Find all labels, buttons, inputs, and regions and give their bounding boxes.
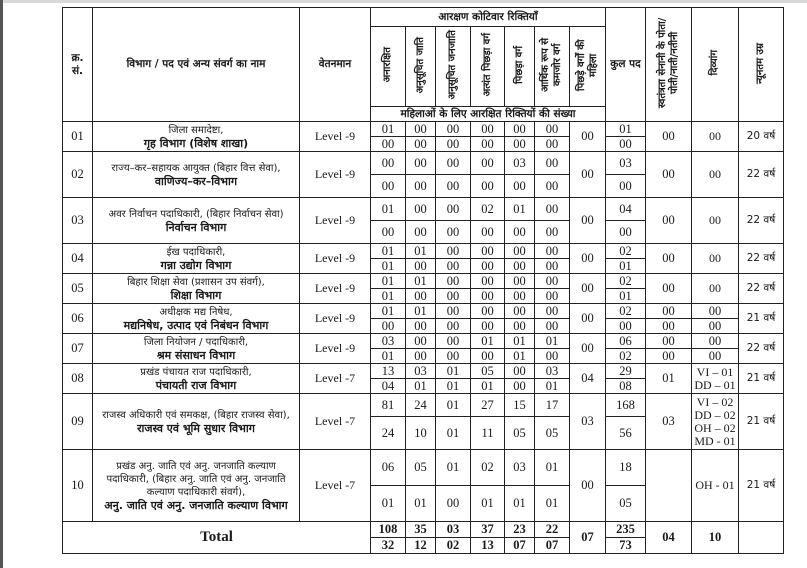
header-post: विभाग / पद एवं अन्य संवर्ग का नाम <box>93 8 300 122</box>
vacancy-women-cell: 00 <box>505 289 535 304</box>
vacancy-women-cell: 00 <box>505 137 535 152</box>
vacancy-women-cell: 00 <box>406 289 436 304</box>
posts-women-cell: 02 <box>606 349 646 364</box>
department-name: गृह विभाग (विशेष शाखा) <box>143 136 249 150</box>
header-freedom-fighter: स्वतंत्रता सेनानी के पोता/पोती/नाती/नतीनी <box>646 8 692 122</box>
disabled-cell: 00 <box>692 334 739 349</box>
department-name: वाणिज्य–कर–विभाग <box>154 174 238 188</box>
vacancy-total-cell: 00 <box>436 244 471 259</box>
posts-women-cell: 56 <box>606 417 646 450</box>
posts-total-cell: 168 <box>606 394 646 417</box>
total-row <box>63 522 784 538</box>
posts-women-cell: 00 <box>606 137 646 152</box>
vacancy-women-cell: 00 <box>471 137 505 152</box>
serial-number: 03 <box>63 198 93 244</box>
vacancy-women-cell: 00 <box>371 137 406 152</box>
vacancy-total-cell: 00 <box>505 274 535 289</box>
serial-number: 10 <box>63 450 93 522</box>
header-total-posts: कुल पद <box>606 8 646 122</box>
header-unreserved: अनारक्षित <box>371 27 406 107</box>
min-age-cell: 21 वर्ष <box>739 450 784 522</box>
vacancy-total-cell: 01 <box>371 198 406 221</box>
vacancy-total-cell: 00 <box>406 122 436 137</box>
vacancy-total-cell: 00 <box>535 244 570 259</box>
vacancy-women-cell: 24 <box>371 417 406 450</box>
vacancy-total-cell: 03 <box>535 364 570 379</box>
vacancy-total-cell: 05 <box>406 450 436 486</box>
serial-number: 07 <box>63 334 93 364</box>
vacancy-total-cell: 00 <box>406 152 436 175</box>
total-disabled-cell: 10 <box>692 522 739 554</box>
vacancy-women-cell: 00 <box>471 259 505 274</box>
posts-women-cell: 00 <box>606 221 646 244</box>
bc-women-cell: 00 <box>570 450 606 522</box>
bc-women-cell: 03 <box>570 394 606 450</box>
total-women-cell: 02 <box>436 538 471 554</box>
post-title: जिला समादेष्टा, <box>168 124 224 136</box>
min-age-cell: 21 वर्ष <box>739 304 784 334</box>
pay-level: Level -7 <box>300 394 371 450</box>
freedom-fighter-cell: 00 <box>646 304 692 319</box>
post-name-cell <box>93 198 300 244</box>
vacancy-women-cell: 01 <box>471 486 505 522</box>
vacancy-women-cell: 00 <box>535 175 570 198</box>
total-women-cell: 07 <box>535 538 570 554</box>
vacancy-women-cell: 00 <box>535 319 570 334</box>
vacancy-women-cell: 00 <box>505 379 535 394</box>
vacancy-women-cell: 11 <box>471 417 505 450</box>
total-posts-women-cell: 73 <box>606 538 646 554</box>
header-bc-women: पिछड़े वर्गों की महिला <box>570 27 606 107</box>
total-vacancy-cell: 03 <box>436 522 471 538</box>
vacancy-women-cell: 00 <box>371 319 406 334</box>
header-bc: पिछड़ा वर्ग <box>505 27 535 107</box>
vacancy-women-cell: 01 <box>436 417 471 450</box>
vacancy-total-cell: 06 <box>371 450 406 486</box>
vacancy-women-cell: 01 <box>406 379 436 394</box>
vacancy-total-cell: 03 <box>505 152 535 175</box>
post-title: प्रखंड अनु. जाति एवं अनु. जनजाति कल्याण पदाधिकारी, (बिहार अनु. जाति एवं अनु. जनजाति कल्याण पदाधिकारी संवर्ग), <box>106 460 286 498</box>
freedom-fighter-women-cell: 00 <box>646 319 692 334</box>
freedom-fighter-cell: 00 <box>646 244 692 274</box>
vacancy-women-cell: 00 <box>436 259 471 274</box>
total-vacancy-cell: 108 <box>371 522 406 538</box>
posts-total-cell: 02 <box>606 304 646 319</box>
department-name: मद्यनिषेध, उत्पाद एवं निबंधन विभाग <box>123 318 269 332</box>
vacancy-total-cell: 01 <box>535 450 570 486</box>
vacancy-total-cell: 01 <box>406 274 436 289</box>
vacancy-total-cell: 00 <box>535 152 570 175</box>
header-sno: क्र. सं. <box>63 8 93 122</box>
vacancy-total-cell: 01 <box>371 244 406 259</box>
vacancy-total-cell: 01 <box>406 304 436 319</box>
vacancy-total-cell: 02 <box>471 198 505 221</box>
vacancy-total-cell: 00 <box>505 244 535 259</box>
total-women-cell: 07 <box>505 538 535 554</box>
post-name-cell <box>93 122 300 152</box>
post-name-cell <box>93 450 300 522</box>
vacancy-total-cell: 81 <box>371 394 406 417</box>
vacancy-women-cell: 00 <box>505 319 535 334</box>
vacancy-total-cell: 15 <box>505 394 535 417</box>
page-left-border <box>0 0 3 568</box>
vacancy-total-cell: 00 <box>436 304 471 319</box>
vacancy-total-cell: 01 <box>436 394 471 417</box>
vacancy-total-cell: 00 <box>535 304 570 319</box>
vacancy-total-cell: 00 <box>406 334 436 349</box>
disabled-cell: 00 <box>692 198 739 244</box>
bc-women-cell: 00 <box>570 334 606 364</box>
bc-women-cell: 00 <box>570 304 606 334</box>
vacancy-total-cell: 00 <box>535 122 570 137</box>
vacancy-total-cell: 00 <box>371 152 406 175</box>
vacancy-women-cell: 01 <box>505 349 535 364</box>
vacancy-total-cell: 01 <box>535 334 570 349</box>
department-name: राजस्व एवं भूमि सुधार विभाग <box>137 421 255 435</box>
vacancy-women-cell: 00 <box>471 289 505 304</box>
vacancy-women-cell: 00 <box>436 486 471 522</box>
vacancy-total-cell: 01 <box>406 244 436 259</box>
total-vacancy-cell: 22 <box>535 522 570 538</box>
total-label: Total <box>63 522 371 554</box>
serial-number: 08 <box>63 364 93 394</box>
vacancy-table <box>62 7 784 554</box>
vacancy-women-cell: 00 <box>406 259 436 274</box>
vacancy-total-cell: 00 <box>436 122 471 137</box>
vacancy-women-cell: 00 <box>471 349 505 364</box>
vacancy-women-cell: 04 <box>371 379 406 394</box>
serial-number: 02 <box>63 152 93 198</box>
freedom-fighter-cell: 01 <box>646 364 692 394</box>
vacancy-women-cell: 00 <box>535 259 570 274</box>
posts-women-cell: 08 <box>606 379 646 394</box>
total-freedom-fighter-cell: 04 <box>646 522 692 554</box>
vacancy-total-cell: 00 <box>471 274 505 289</box>
vacancy-women-cell: 00 <box>406 221 436 244</box>
pay-level: Level -9 <box>300 122 371 152</box>
vacancy-women-cell: 00 <box>535 349 570 364</box>
header-disabled: दिव्यांग <box>692 8 739 122</box>
disabled-cell: 00 <box>692 244 739 274</box>
vacancy-total-cell: 17 <box>535 394 570 417</box>
department-name: अनु. जाति एवं अनु. जनजाति कल्याण विभाग <box>104 498 288 512</box>
disabled-women-cell: 00 <box>692 349 739 364</box>
vacancy-women-cell: 05 <box>535 417 570 450</box>
bc-women-cell: 00 <box>570 122 606 152</box>
min-age-cell: 22 वर्ष <box>739 198 784 244</box>
vacancy-total-cell: 00 <box>436 198 471 221</box>
disabled-cell: VI – 02 DD – 02 OH – 02 MD - 01 <box>692 394 739 450</box>
posts-total-cell: 01 <box>606 122 646 137</box>
posts-women-cell: 00 <box>606 175 646 198</box>
serial-number: 05 <box>63 274 93 304</box>
table-row <box>63 450 784 486</box>
min-age-cell: 22 वर्ष <box>739 274 784 304</box>
posts-total-cell: 03 <box>606 152 646 175</box>
post-name-cell <box>93 334 300 364</box>
vacancy-women-cell: 00 <box>471 221 505 244</box>
posts-women-cell: 00 <box>606 319 646 334</box>
table-row <box>63 152 784 175</box>
header-sc: अनुसूचित जाति <box>406 27 436 107</box>
vacancy-women-cell: 05 <box>505 417 535 450</box>
vacancy-women-cell: 00 <box>505 259 535 274</box>
post-name-cell <box>93 244 300 274</box>
page-top-border <box>0 0 807 3</box>
total-women-cell: 13 <box>471 538 505 554</box>
vacancy-women-cell: 00 <box>436 319 471 334</box>
post-title: राज्य–कर–सहायक आयुक्त (बिहार वित्त सेवा), <box>111 162 281 174</box>
total-women-cell: 12 <box>406 538 436 554</box>
vacancy-women-cell: 00 <box>436 349 471 364</box>
total-bc-women-cell: 07 <box>570 522 606 554</box>
vacancy-total-cell: 00 <box>406 198 436 221</box>
posts-total-cell: 02 <box>606 274 646 289</box>
pay-level: Level -9 <box>300 244 371 274</box>
department-name: गन्ना उद्योग विभाग <box>160 258 232 272</box>
vacancy-total-cell: 00 <box>471 304 505 319</box>
disabled-cell: VI – 01 DD – 01 <box>692 364 739 394</box>
posts-total-cell: 04 <box>606 198 646 221</box>
freedom-fighter-women-cell: 00 <box>646 349 692 364</box>
total-vacancy-cell: 23 <box>505 522 535 538</box>
header-st: अनुसूचित जनजाति <box>436 27 471 107</box>
vacancy-women-cell: 00 <box>535 137 570 152</box>
posts-women-cell: 01 <box>606 259 646 274</box>
total-age-cell <box>739 522 784 554</box>
disabled-cell: OH - 01 <box>692 450 739 522</box>
vacancy-women-cell: 01 <box>535 379 570 394</box>
vacancy-total-cell: 00 <box>505 364 535 379</box>
vacancy-total-cell: 03 <box>406 364 436 379</box>
freedom-fighter-cell: 00 <box>646 334 692 349</box>
table-row <box>63 364 784 379</box>
department-name: शिक्षा विभाग <box>170 288 222 302</box>
department-name: श्रम संसाधन विभाग <box>156 348 236 362</box>
vacancy-total-cell: 00 <box>471 122 505 137</box>
serial-number: 01 <box>63 122 93 152</box>
vacancy-total-cell: 01 <box>371 304 406 319</box>
vacancy-total-cell: 01 <box>436 364 471 379</box>
post-title: राजस्व अधिकारी एवं समकक्ष, (बिहार राजस्व सेवा), <box>102 409 290 421</box>
vacancy-women-cell: 01 <box>471 379 505 394</box>
freedom-fighter-cell: 00 <box>646 152 692 198</box>
disabled-cell: 00 <box>692 152 739 198</box>
table-row <box>63 394 784 417</box>
vacancy-women-cell: 01 <box>436 379 471 394</box>
department-name: पंचायती राज विभाग <box>155 378 237 392</box>
disabled-cell: 00 <box>692 304 739 319</box>
vacancy-total-cell: 00 <box>505 304 535 319</box>
vacancy-women-cell: 00 <box>535 221 570 244</box>
vacancy-women-cell: 01 <box>535 486 570 522</box>
vacancy-women-cell: 00 <box>371 221 406 244</box>
disabled-cell: 00 <box>692 274 739 304</box>
freedom-fighter-cell <box>646 450 692 522</box>
post-name-cell <box>93 304 300 334</box>
total-posts-cell: 235 <box>606 522 646 538</box>
vacancy-women-cell: 00 <box>505 221 535 244</box>
table-row <box>63 274 784 289</box>
pay-level: Level -9 <box>300 334 371 364</box>
serial-number: 09 <box>63 394 93 450</box>
vacancy-women-cell: 01 <box>371 349 406 364</box>
total-vacancy-cell: 37 <box>471 522 505 538</box>
bc-women-cell: 04 <box>570 364 606 394</box>
vacancy-total-cell: 27 <box>471 394 505 417</box>
serial-number: 04 <box>63 244 93 274</box>
table-row <box>63 122 784 137</box>
vacancy-total-cell: 00 <box>436 152 471 175</box>
posts-total-cell: 06 <box>606 334 646 349</box>
header-reservation-group: आरक्षण कोटिवार रिक्तियाँ <box>371 8 606 27</box>
table-row <box>63 334 784 349</box>
post-name-cell <box>93 152 300 198</box>
vacancy-total-cell: 00 <box>535 274 570 289</box>
post-name-cell <box>93 364 300 394</box>
vacancy-women-cell: 00 <box>406 349 436 364</box>
vacancy-total-cell: 01 <box>505 198 535 221</box>
vacancy-total-cell: 00 <box>436 334 471 349</box>
vacancy-total-cell: 03 <box>505 450 535 486</box>
table-row <box>63 198 784 221</box>
min-age-cell: 21 वर्ष <box>739 364 784 394</box>
vacancy-total-cell: 05 <box>471 364 505 379</box>
freedom-fighter-cell: 00 <box>646 198 692 244</box>
post-title: प्रखंड पंचायत राज पदाधिकारी, <box>140 366 252 378</box>
pay-level: Level -9 <box>300 304 371 334</box>
posts-women-cell: 01 <box>606 289 646 304</box>
vacancy-women-cell: 01 <box>371 486 406 522</box>
post-title: बिहार शिक्षा सेवा (प्रशासन उप संवर्ग), <box>127 276 265 288</box>
header-women-note: महिलाओं के लिए आरक्षित रिक्तियों की संख्या <box>371 107 606 122</box>
vacancy-total-cell: 00 <box>436 274 471 289</box>
vacancy-total-cell: 00 <box>471 152 505 175</box>
vacancy-women-cell: 00 <box>406 319 436 334</box>
header-min-age: न्यूनतम उम्र <box>739 8 784 122</box>
header-ews: आर्थिक रूप से कमजोर वर्ग <box>535 27 570 107</box>
header-ebc: अत्यंत पिछड़ा वर्ग <box>471 27 505 107</box>
freedom-fighter-cell: 00 <box>646 274 692 304</box>
vacancy-women-cell: 00 <box>505 175 535 198</box>
vacancy-women-cell: 00 <box>406 137 436 152</box>
bc-women-cell: 00 <box>570 198 606 244</box>
vacancy-total-cell: 00 <box>505 122 535 137</box>
disabled-women-cell: 00 <box>692 319 739 334</box>
vacancy-women-cell: 00 <box>471 319 505 334</box>
post-name-cell <box>93 274 300 304</box>
vacancy-total-cell: 02 <box>471 450 505 486</box>
post-title: ईख पदाधिकारी, <box>166 246 226 258</box>
post-title: अधीक्षक मद्य निषेध, <box>159 306 233 318</box>
department-name: निर्वाचन विभाग <box>165 220 227 234</box>
posts-total-cell: 18 <box>606 450 646 486</box>
vacancy-women-cell: 00 <box>535 289 570 304</box>
vacancy-total-cell: 13 <box>371 364 406 379</box>
vacancy-total-cell: 01 <box>371 122 406 137</box>
serial-number: 06 <box>63 304 93 334</box>
table-row <box>63 244 784 259</box>
min-age-cell: 20 वर्ष <box>739 122 784 152</box>
vacancy-women-cell: 01 <box>371 259 406 274</box>
vacancy-women-cell: 00 <box>436 175 471 198</box>
posts-women-cell: 05 <box>606 486 646 522</box>
bc-women-cell: 00 <box>570 244 606 274</box>
vacancy-women-cell: 01 <box>406 486 436 522</box>
vacancy-women-cell: 00 <box>471 175 505 198</box>
total-vacancy-cell: 35 <box>406 522 436 538</box>
min-age-cell: 22 वर्ष <box>739 244 784 274</box>
post-name-cell <box>93 394 300 450</box>
header-pay: वेतनमान <box>300 8 371 122</box>
posts-total-cell: 02 <box>606 244 646 259</box>
vacancy-women-cell: 00 <box>436 221 471 244</box>
vacancy-total-cell: 03 <box>371 334 406 349</box>
vacancy-total-cell: 01 <box>371 274 406 289</box>
posts-total-cell: 29 <box>606 364 646 379</box>
vacancy-women-cell: 00 <box>371 175 406 198</box>
pay-level: Level -9 <box>300 198 371 244</box>
vacancy-women-cell: 01 <box>505 486 535 522</box>
min-age-cell: 22 वर्ष <box>739 334 784 364</box>
min-age-cell: 22 वर्ष <box>739 152 784 198</box>
min-age-cell: 21 वर्ष <box>739 394 784 450</box>
vacancy-total-cell: 24 <box>406 394 436 417</box>
post-title: जिला नियोजन / पदाधिकारी, <box>143 336 249 348</box>
pay-level: Level -9 <box>300 152 371 198</box>
vacancy-women-cell: 00 <box>436 289 471 304</box>
vacancy-total-cell: 00 <box>471 244 505 259</box>
freedom-fighter-cell: 00 <box>646 122 692 152</box>
vacancy-women-cell: 01 <box>371 289 406 304</box>
vacancy-total-cell: 01 <box>471 334 505 349</box>
post-title: अवर निर्वाचन पदाधिकारी, (बिहार निर्वाचन सेवा) <box>108 208 284 220</box>
vacancy-total-cell: 01 <box>505 334 535 349</box>
bc-women-cell: 00 <box>570 152 606 198</box>
pay-level: Level -7 <box>300 450 371 522</box>
pay-level: Level -7 <box>300 364 371 394</box>
pay-level: Level -9 <box>300 274 371 304</box>
table-row <box>63 304 784 319</box>
vacancy-total-cell: 00 <box>535 198 570 221</box>
bc-women-cell: 00 <box>570 274 606 304</box>
vacancy-women-cell: 00 <box>406 175 436 198</box>
disabled-cell: 00 <box>692 122 739 152</box>
vacancy-women-cell: 10 <box>406 417 436 450</box>
freedom-fighter-cell: 03 <box>646 394 692 450</box>
vacancy-total-cell: 01 <box>436 450 471 486</box>
total-women-cell: 32 <box>371 538 406 554</box>
vacancy-women-cell: 00 <box>436 137 471 152</box>
